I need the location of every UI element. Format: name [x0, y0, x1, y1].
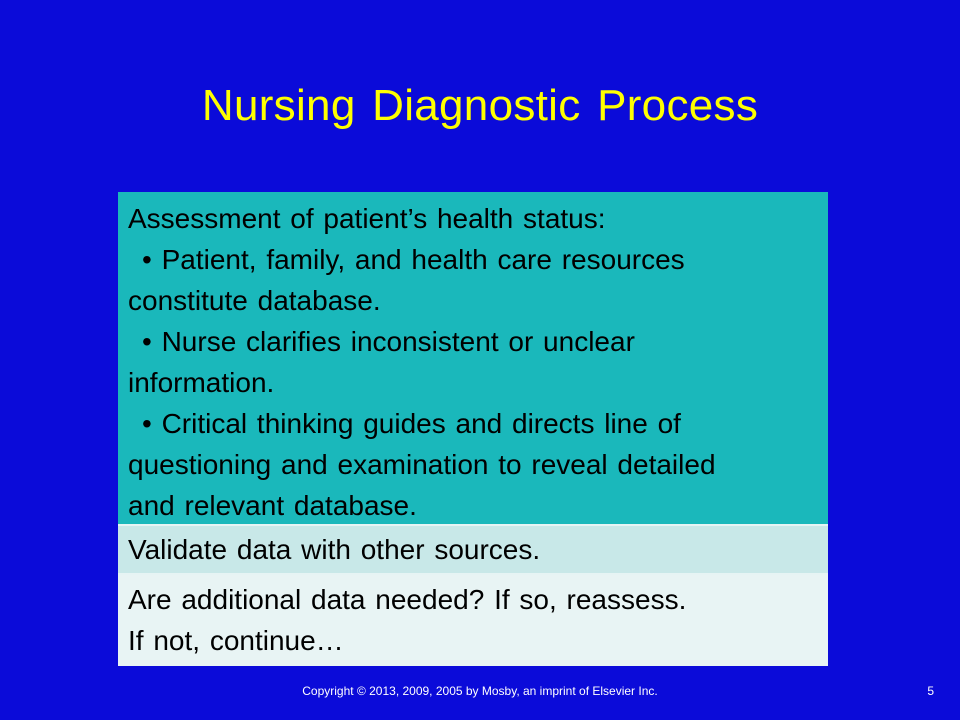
assessment-heading: Assessment of patient’s health status:	[128, 203, 606, 234]
validate-box	[118, 526, 828, 575]
assessment-bullet-critical-thinking-continued-1: questioning and examination to reveal detailed	[128, 449, 716, 480]
copyright-footer: Copyright © 2013, 2009, 2005 by Mosby, an imprint of Elsevier Inc.	[302, 684, 658, 698]
assessment-bullet-critical-thinking-continued-2: and relevant database.	[128, 490, 417, 521]
slide-title: Nursing Diagnostic Process	[201, 81, 759, 130]
assessment-bullet-clarify-continued: information.	[128, 367, 275, 398]
additional-data-continue: If not, continue…	[128, 625, 344, 656]
assessment-bullet-clarify: • Nurse clarifies inconsistent or unclear	[142, 326, 635, 357]
assessment-bullet-critical-thinking: • Critical thinking guides and directs line of	[142, 408, 681, 439]
assessment-bullet-database-continued: constitute database.	[128, 285, 381, 316]
page-number: 5	[927, 684, 934, 698]
assessment-box	[118, 192, 828, 526]
validate-text: Validate data with other sources.	[128, 534, 541, 565]
additional-data-box	[118, 575, 828, 666]
additional-data-question: Are additional data needed? If so, reassess.	[128, 584, 687, 615]
assessment-bullet-database: • Patient, family, and health care resources	[142, 244, 685, 275]
process-flow	[118, 192, 828, 666]
